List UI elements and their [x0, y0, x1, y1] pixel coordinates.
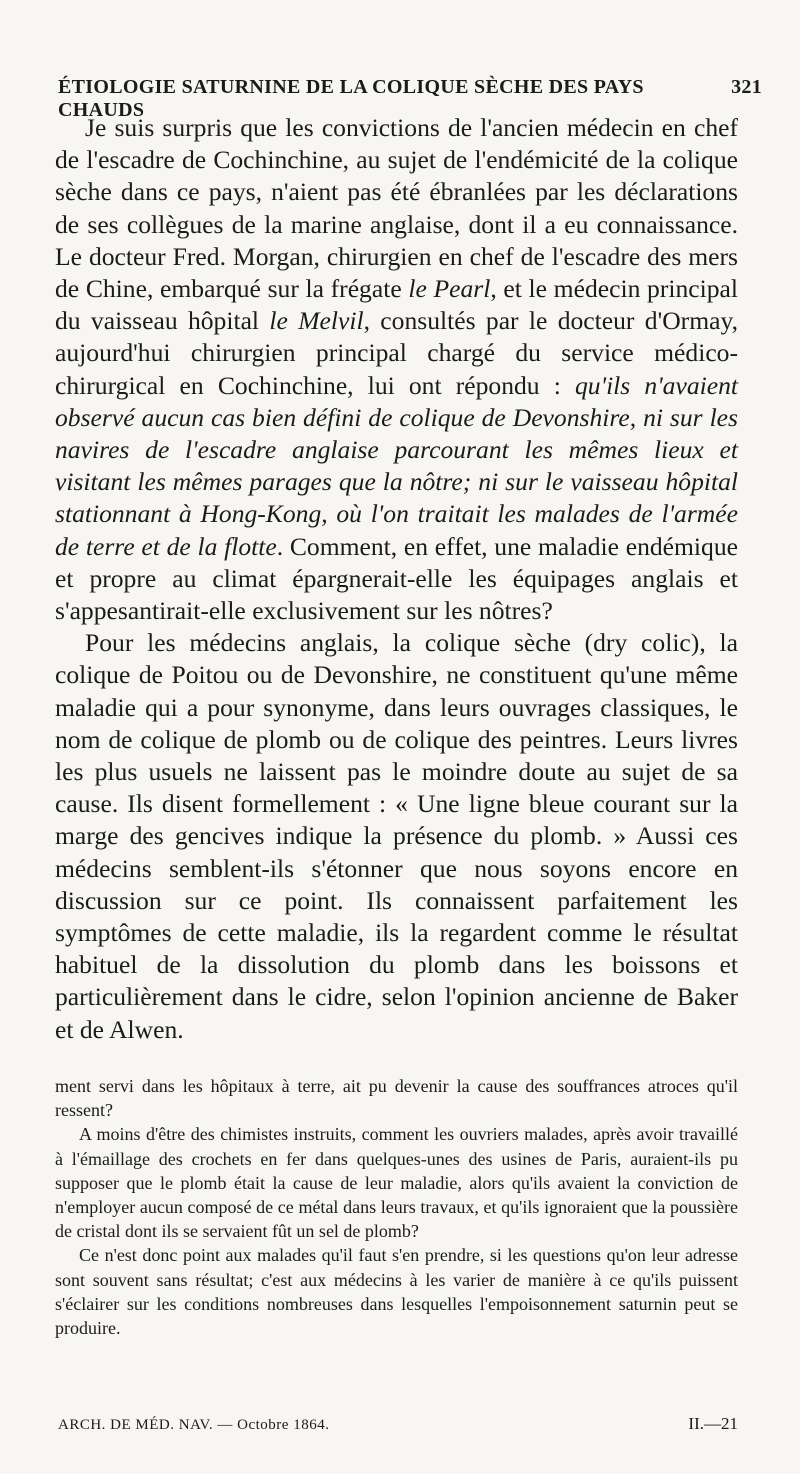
- page-footer: [58, 1414, 738, 1434]
- quoted-reply: qu'ils n'avaient observé aucun cas bien défini de colique de Devonshire, ni sur les navires de l'escadre anglaise parcourant les mêmes lieux et visitant les mêmes parages que la nôtre; ni sur le vaisseau hôpital stationnant à Hong-Kong, où l'on traitait les malades de l'armée de terre et de la flotte: [55, 370, 738, 561]
- footnotes: [55, 1074, 738, 1340]
- paragraph-1: [55, 112, 738, 627]
- paragraph-1-part-d: . Comment, en effet, une maladie endémique et propre au climat épargnerait-elle les équipages anglais et s'appesantirait-elle exclusivement sur les nôtres?: [55, 531, 738, 626]
- ship-name-melvil: le Melvil: [269, 306, 364, 336]
- ship-name-pearl: le Pearl: [408, 274, 491, 304]
- signature-mark: II.—21: [688, 1414, 738, 1433]
- footnote-continuation: ment servi dans les hôpitaux à terre, ait pu devenir la cause des souffrances atroces qu'il ressent?: [55, 1076, 738, 1121]
- journal-citation: ARCH. DE MÉD. NAV. — Octobre 1864.: [58, 1417, 330, 1433]
- paragraph-1-part-c: , consultés par le docteur d'Ormay, aujourd'hui chirurgien principal chargé du service médico-chirurgical en Cochinchine, lui ont répondu :: [55, 306, 738, 400]
- footnote-paragraph-2: A moins d'être des chimistes instruits, comment les ouvriers malades, après avoir travaillé à l'émaillage des crochets en fer dans quelques-unes des usines de Paris, auraient-ils pu supposer que le plomb était la cause de leur maladie, alors qu'ils avaient la conviction de n'employer aucun composé de ce métal dans leurs travaux, et qu'ils ignoraient que la poussière de cristal dont ils se servaient fût un sel de plomb?: [55, 1124, 738, 1242]
- page-number: 321: [731, 76, 762, 98]
- footnote-paragraph-3: Ce n'est donc point aux malades qu'il faut s'en prendre, si les questions qu'on leur adresse sont souvent sans résultat; c'est aux médecins à les varier de manière à ce qu'ils puissent s'éclairer sur les conditions nombreuses dans lesquelles l'empoisonnement saturnin peut se produire.: [55, 1245, 738, 1339]
- paragraph-1-part-a: Je suis surpris que les convictions de l'ancien médecin en chef de l'escadre de Cochinchine, au sujet de l'endémicité de la colique sèche dans ce pays, n'aient pas été ébranlées par les déclarations de ses collègues de la marine anglaise, dont il a eu connaissance. Le docteur Fred. Morgan, chirurgien en chef de l'escadre des mers de Chine, embarqué sur la frégate: [55, 113, 738, 304]
- paragraph-2: Pour les médecins anglais, la colique sèche (dry colic), la colique de Poitou ou de Devonshire, ne constituent qu'une même maladie qui a pour synonyme, dans leurs ouvrages classiques, le nom de colique de plomb ou de colique des peintres. Leurs livres les plus usuels ne laissent pas le moindre doute au sujet de sa cause. Ils disent formellement : « Une ligne bleue courant sur la marge des gencives indique la présence du plomb. » Aussi ces médecins semblent-ils s'étonner que nous soyons encore en discussion sur ce point. Ils connaissent parfaitement les symptômes de cette maladie, ils la regardent comme le résultat habituel de la dissolution du plomb dans les boissons et particulièrement dans le cidre, selon l'opinion ancienne de Baker et de Alwen.: [55, 628, 738, 1044]
- running-title: ÉTIOLOGIE SATURNINE DE LA COLIQUE SÈCHE DES PAYS CHAUDS: [58, 76, 644, 121]
- paragraph-1-part-b: , et le médecin principal du vaisseau hôpital: [55, 274, 739, 336]
- main-text: [55, 112, 738, 1046]
